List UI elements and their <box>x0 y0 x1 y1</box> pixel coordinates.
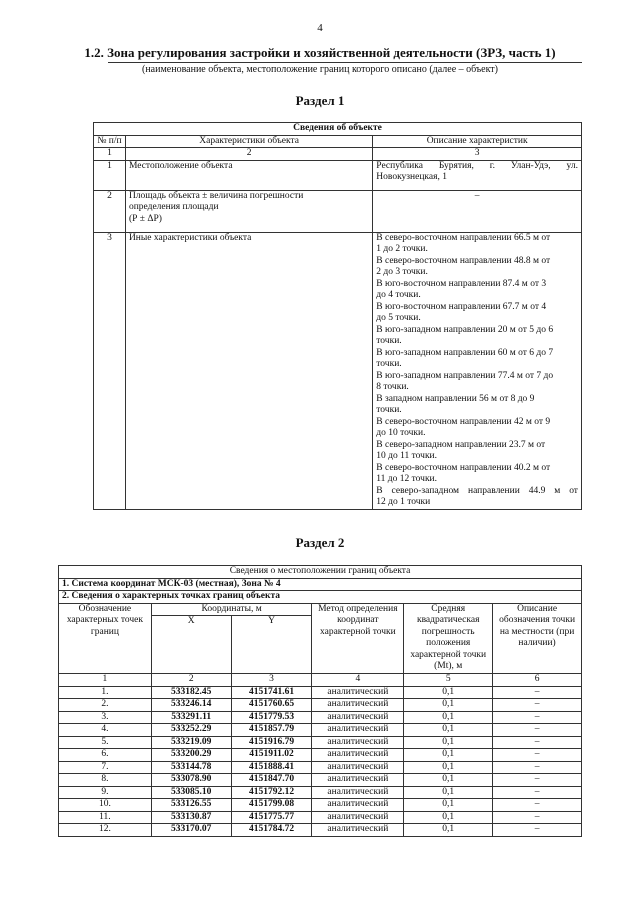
cell-method: аналитический <box>312 811 404 824</box>
cell-mt: 0,1 <box>404 799 493 812</box>
cell-desc: – <box>493 736 582 749</box>
cell-point: 10. <box>59 799 152 812</box>
table-row <box>59 686 582 699</box>
points-body <box>59 686 582 836</box>
table-row <box>94 190 582 232</box>
cell-x: 533219.09 <box>151 736 231 749</box>
cell-y: 4151911.02 <box>231 749 312 762</box>
cell-y: 4151779.53 <box>231 711 312 724</box>
table-row <box>59 724 582 737</box>
cell-desc: – <box>493 786 582 799</box>
characteristic-description: Республика Бурятия, г. Улан-Удэ, ул. Новокузнецкая, 1 <box>373 160 582 190</box>
table-row <box>94 160 582 190</box>
cell-point: 4. <box>59 724 152 737</box>
header-cell: Описание характеристик <box>373 135 582 148</box>
cell-point: 7. <box>59 761 152 774</box>
row-number: 2 <box>94 190 126 232</box>
cell-desc: – <box>493 824 582 837</box>
cell-mt: 0,1 <box>404 736 493 749</box>
column-number: 1 <box>94 148 126 161</box>
cell-method: аналитический <box>312 686 404 699</box>
table-row <box>59 711 582 724</box>
document-title: 1.2. Зона регулирования застройки и хозяйственной деятельности (ЗРЗ, часть 1) <box>84 45 556 60</box>
cell-y: 4151916.79 <box>231 736 312 749</box>
cell-point: 3. <box>59 711 152 724</box>
characteristic-description: – <box>373 190 582 232</box>
table-row <box>94 232 582 509</box>
cell-desc: – <box>493 774 582 787</box>
column-number: 3 <box>231 674 312 687</box>
row-number: 1 <box>94 160 126 190</box>
cell-x: 533246.14 <box>151 699 231 712</box>
cell-y: 4151784.72 <box>231 824 312 837</box>
column-number: 1 <box>59 674 152 687</box>
section-2-title: Раздел 2 <box>295 535 345 550</box>
cell-y: 4151741.61 <box>231 686 312 699</box>
table-row <box>59 774 582 787</box>
cell-desc: – <box>493 811 582 824</box>
object-info-table <box>93 122 582 510</box>
object-info-caption: Сведения об объекте <box>94 123 582 136</box>
cell-point: 12. <box>59 824 152 837</box>
cell-y: 4151888.41 <box>231 761 312 774</box>
row-number: 3 <box>94 232 126 509</box>
cell-mt: 0,1 <box>404 724 493 737</box>
header-cell: № п/п <box>94 135 126 148</box>
characteristic-name: Площадь объекта ± величина погрешности определения площади (Р ± ΔР) <box>125 190 372 232</box>
cell-y: 4151775.77 <box>231 811 312 824</box>
cell-x: 533182.45 <box>151 686 231 699</box>
boundary-caption: Сведения о местоположении границ объекта <box>59 566 582 579</box>
cell-desc: – <box>493 799 582 812</box>
cell-method: аналитический <box>312 799 404 812</box>
table-row <box>59 799 582 812</box>
column-number: 5 <box>404 674 493 687</box>
table-row <box>59 699 582 712</box>
cell-method: аналитический <box>312 724 404 737</box>
header-cell: Обозначение характерных точек границ <box>59 603 152 674</box>
cell-x: 533144.78 <box>151 761 231 774</box>
header-cell: Описание обозначения точки на местности (при наличии) <box>493 603 582 674</box>
title-underline <box>108 62 582 63</box>
cell-mt: 0,1 <box>404 774 493 787</box>
cell-point: 5. <box>59 736 152 749</box>
cell-mt: 0,1 <box>404 711 493 724</box>
coordinate-system: 1. Система координат МСК-03 (местная), Зона № 4 <box>59 578 582 591</box>
cell-x: 533291.11 <box>151 711 231 724</box>
table-row <box>59 749 582 762</box>
cell-y: 4151857.79 <box>231 724 312 737</box>
cell-y: 4151792.12 <box>231 786 312 799</box>
cell-mt: 0,1 <box>404 824 493 837</box>
cell-mt: 0,1 <box>404 811 493 824</box>
cell-point: 1. <box>59 686 152 699</box>
cell-method: аналитический <box>312 736 404 749</box>
cell-y: 4151760.65 <box>231 699 312 712</box>
characteristic-name: Местоположение объекта <box>125 160 372 190</box>
characteristic-name: Иные характеристики объекта <box>125 232 372 509</box>
cell-point: 9. <box>59 786 152 799</box>
table-row <box>59 824 582 837</box>
header-cell: Характеристики объекта <box>125 135 372 148</box>
column-number: 2 <box>125 148 372 161</box>
section-1-title: Раздел 1 <box>295 93 345 108</box>
table-row <box>59 786 582 799</box>
table-row <box>59 736 582 749</box>
cell-mt: 0,1 <box>404 699 493 712</box>
header-cell: Средняя квадратическая погрешность положения характерной точки (Mt), м <box>404 603 493 674</box>
cell-method: аналитический <box>312 711 404 724</box>
table-row <box>59 761 582 774</box>
cell-mt: 0,1 <box>404 686 493 699</box>
cell-x: 533170.07 <box>151 824 231 837</box>
cell-desc: – <box>493 761 582 774</box>
cell-x: 533252.29 <box>151 724 231 737</box>
cell-y: 4151799.08 <box>231 799 312 812</box>
cell-x: 533085.10 <box>151 786 231 799</box>
cell-method: аналитический <box>312 749 404 762</box>
cell-point: 8. <box>59 774 152 787</box>
cell-mt: 0,1 <box>404 761 493 774</box>
header-cell: Y <box>231 616 312 674</box>
cell-desc: – <box>493 699 582 712</box>
header-cell: X <box>151 616 231 674</box>
header-cell: Метод определения координат характерной точки <box>312 603 404 674</box>
cell-mt: 0,1 <box>404 749 493 762</box>
column-number: 4 <box>312 674 404 687</box>
column-number: 6 <box>493 674 582 687</box>
cell-desc: – <box>493 724 582 737</box>
cell-point: 2. <box>59 699 152 712</box>
cell-desc: – <box>493 749 582 762</box>
characteristic-description: В северо-восточном направлении 66.5 м от 1 до 2 точки. В северо-восточном направлении 48.8 м от 2 до 3 точки. В юго-восточном направлении 87.4 м от 3 до 4 точки. В юго-восточном направлении 67.7 м от 4 до 5 точки. В юго-западном направлении 20 м от 5 до 6 точки. В юго-западном направлении 60 м от 6 до 7 точки. В юго-западном направлении 77.4 м от 7 до 8 точки. В западном направлении 56 м от 8 до 9 точки. В северо-восточном направлении 42 м от 9 до 10 точки. В северо-западном направлении 23.7 м от 10 до 11 точки. В северо-восточном направлении 40.2 м от 11 до 12 точки. В северо-западном направлении 44.9 м от 12 до 1 точки <box>373 232 582 509</box>
table-row <box>59 811 582 824</box>
cell-method: аналитический <box>312 699 404 712</box>
cell-y: 4151847.70 <box>231 774 312 787</box>
cell-x: 533200.29 <box>151 749 231 762</box>
cell-x: 533130.87 <box>151 811 231 824</box>
cell-point: 11. <box>59 811 152 824</box>
cell-desc: – <box>493 711 582 724</box>
column-number: 3 <box>373 148 582 161</box>
column-number: 2 <box>151 674 231 687</box>
cell-method: аналитический <box>312 824 404 837</box>
cell-method: аналитический <box>312 761 404 774</box>
document-subtitle: (наименование объекта, местоположение границ которого описано (далее – объект) <box>141 64 499 75</box>
cell-desc: – <box>493 686 582 699</box>
points-subsection: 2. Сведения о характерных точках границ объекта <box>59 591 582 604</box>
header-cell: Координаты, м <box>151 603 312 616</box>
cell-x: 533078.90 <box>151 774 231 787</box>
cell-point: 6. <box>59 749 152 762</box>
cell-mt: 0,1 <box>404 786 493 799</box>
boundary-points-table <box>58 565 582 837</box>
cell-method: аналитический <box>312 786 404 799</box>
cell-method: аналитический <box>312 774 404 787</box>
cell-x: 533126.55 <box>151 799 231 812</box>
page-number: 4 <box>317 22 323 34</box>
